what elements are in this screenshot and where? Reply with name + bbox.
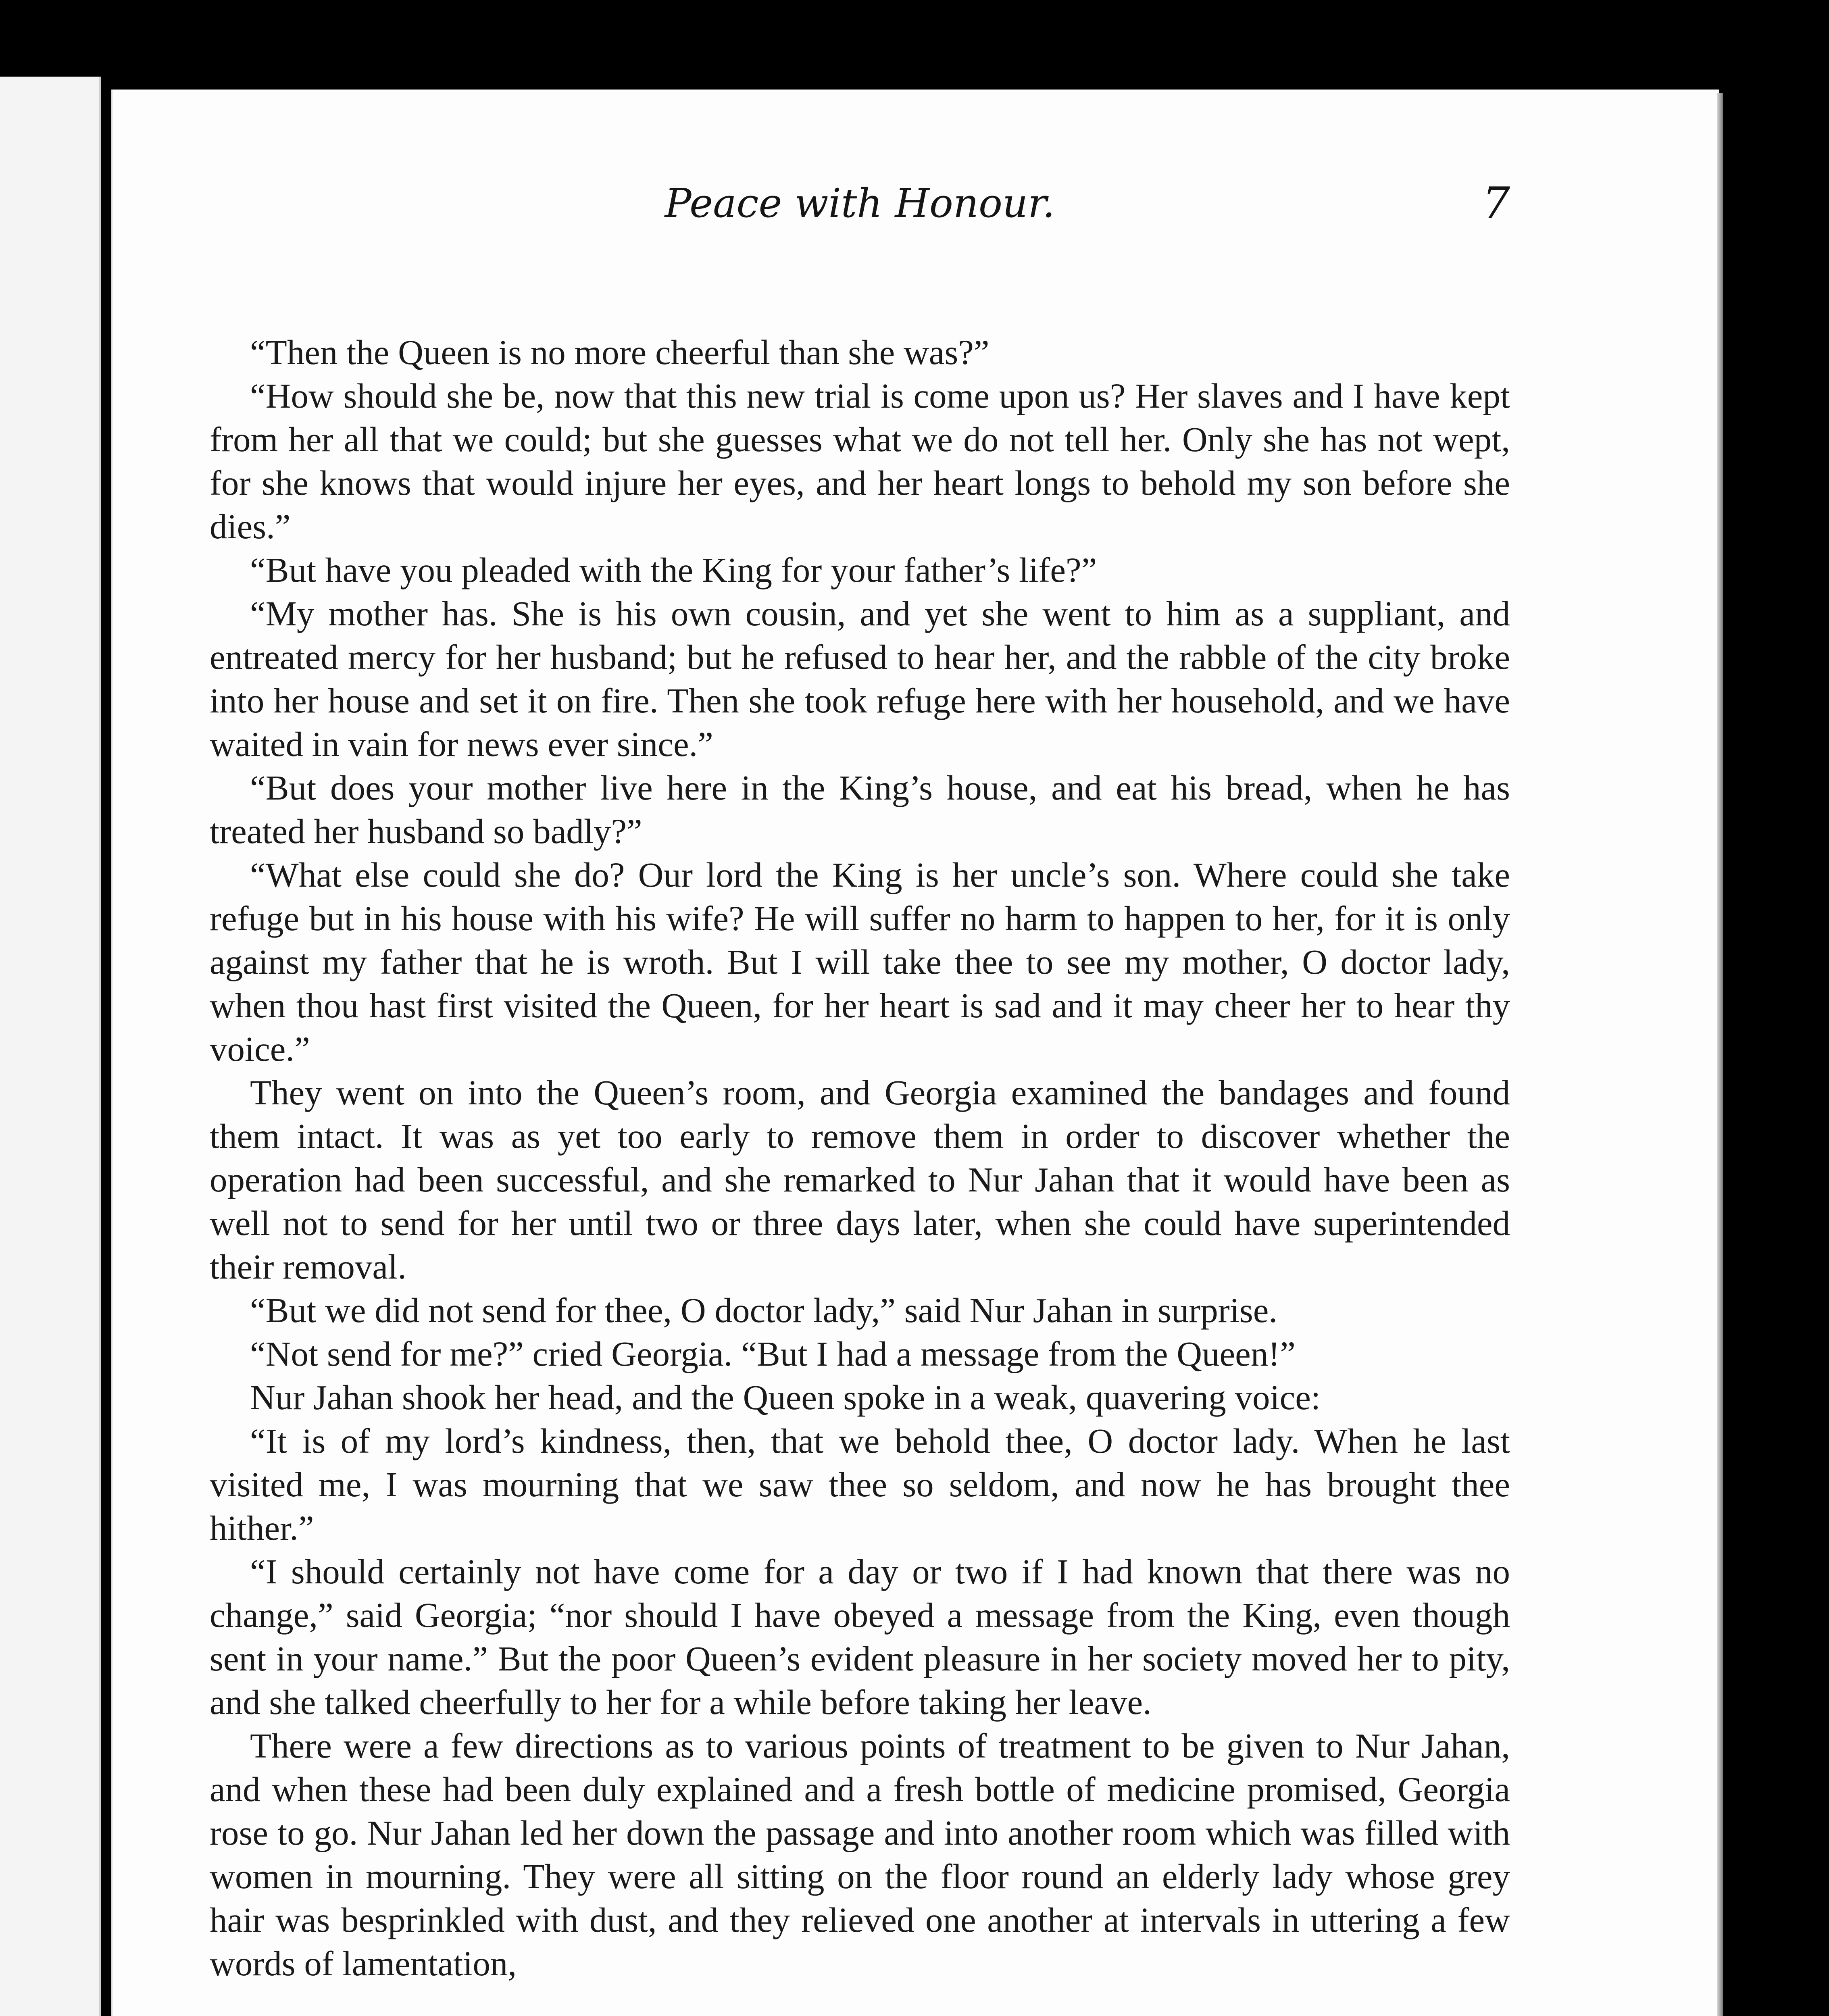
running-title: Peace with Honour.	[665, 181, 1055, 227]
page-number: 7	[1482, 178, 1510, 229]
paragraph: “What else could she do? Our lord the King is her uncle’s son. Where could she take refuge but in his house with his wife? He will suffer no harm to happen to her, for it is only against my father that he is wroth. But I will take thee to see my mother, O doctor lady, when thou hast first visited the Queen, for her heart is sad and it may cheer her to hear thy voice.”	[210, 855, 1510, 1068]
paragraph: “Not send for me?” cried Georgia. “But I had a message from the Queen!”	[250, 1334, 1296, 1373]
paragraph: “I should certainly not have come for a day or two if I had known that there was no change,” said Georgia; “nor should I have obeyed a message from the King, even though sent in your name.” But the poor Queen’s evident pleasure in her society moved her to pity, and she talked cheerfully to her for a while before taking her leave.	[210, 1552, 1510, 1722]
paragraph: “Then the Queen is no more cheerful than she was?”	[250, 333, 989, 372]
paragraph: They went on into the Queen’s room, and Georgia examined the bandages and found them intact. It was as yet too early to remove them in order to discover whether the operation had been successful, and she remarked to Nur Jahan that it would have been as well not to send for her until two or three days later, when she could have superintended their removal.	[210, 1073, 1510, 1286]
previous-page-edge	[0, 77, 101, 2016]
paragraph: “But we did not send for thee, O doctor lady,” said Nur Jahan in surprise.	[250, 1291, 1278, 1330]
paragraph: “It is of my lord’s kindness, then, that we behold thee, O doctor lady. When he last visited me, I was mourning that we saw thee so seldom, and now he has brought thee hither.”	[210, 1421, 1510, 1547]
paragraph: “But have you pleaded with the King for your father’s life?”	[250, 550, 1097, 589]
page-edge-shadow	[1717, 93, 1723, 2016]
paragraph: Nur Jahan shook her head, and the Queen spoke in a weak, quavering voice:	[250, 1378, 1321, 1417]
body-text	[210, 331, 1510, 1985]
paragraph: “But does your mother live here in the King’s house, and eat his bread, when he has treated her husband so badly?”	[210, 768, 1510, 851]
page-header	[210, 167, 1510, 240]
paragraph: “How should she be, now that this new trial is come upon us? Her slaves and I have kept from her all that we could; but she guesses what we do not tell her. Only she has not wept, for she knows that would injure her eyes, and her heart longs to behold my son before she dies.”	[210, 376, 1510, 546]
paragraph: There were a few directions as to various points of treatment to be given to Nur Jahan, and when these had been duly explained and a fresh bottle of medicine promised, Georgia rose to go. Nur Jahan led her down the passage and into another room which was filled with women in mourning. They were all sitting on the floor round an elderly lady whose grey hair was besprinkled with dust, and they relieved one another at intervals in uttering a few words of lamentation,	[210, 1726, 1510, 1983]
paragraph: “My mother has. She is his own cousin, and yet she went to him as a suppliant, and entreated mercy for her husband; but he refused to hear her, and the rabble of the city broke into her house and set it on fire. Then she took refuge here with her household, and we have waited in vain for news ever since.”	[210, 594, 1510, 764]
